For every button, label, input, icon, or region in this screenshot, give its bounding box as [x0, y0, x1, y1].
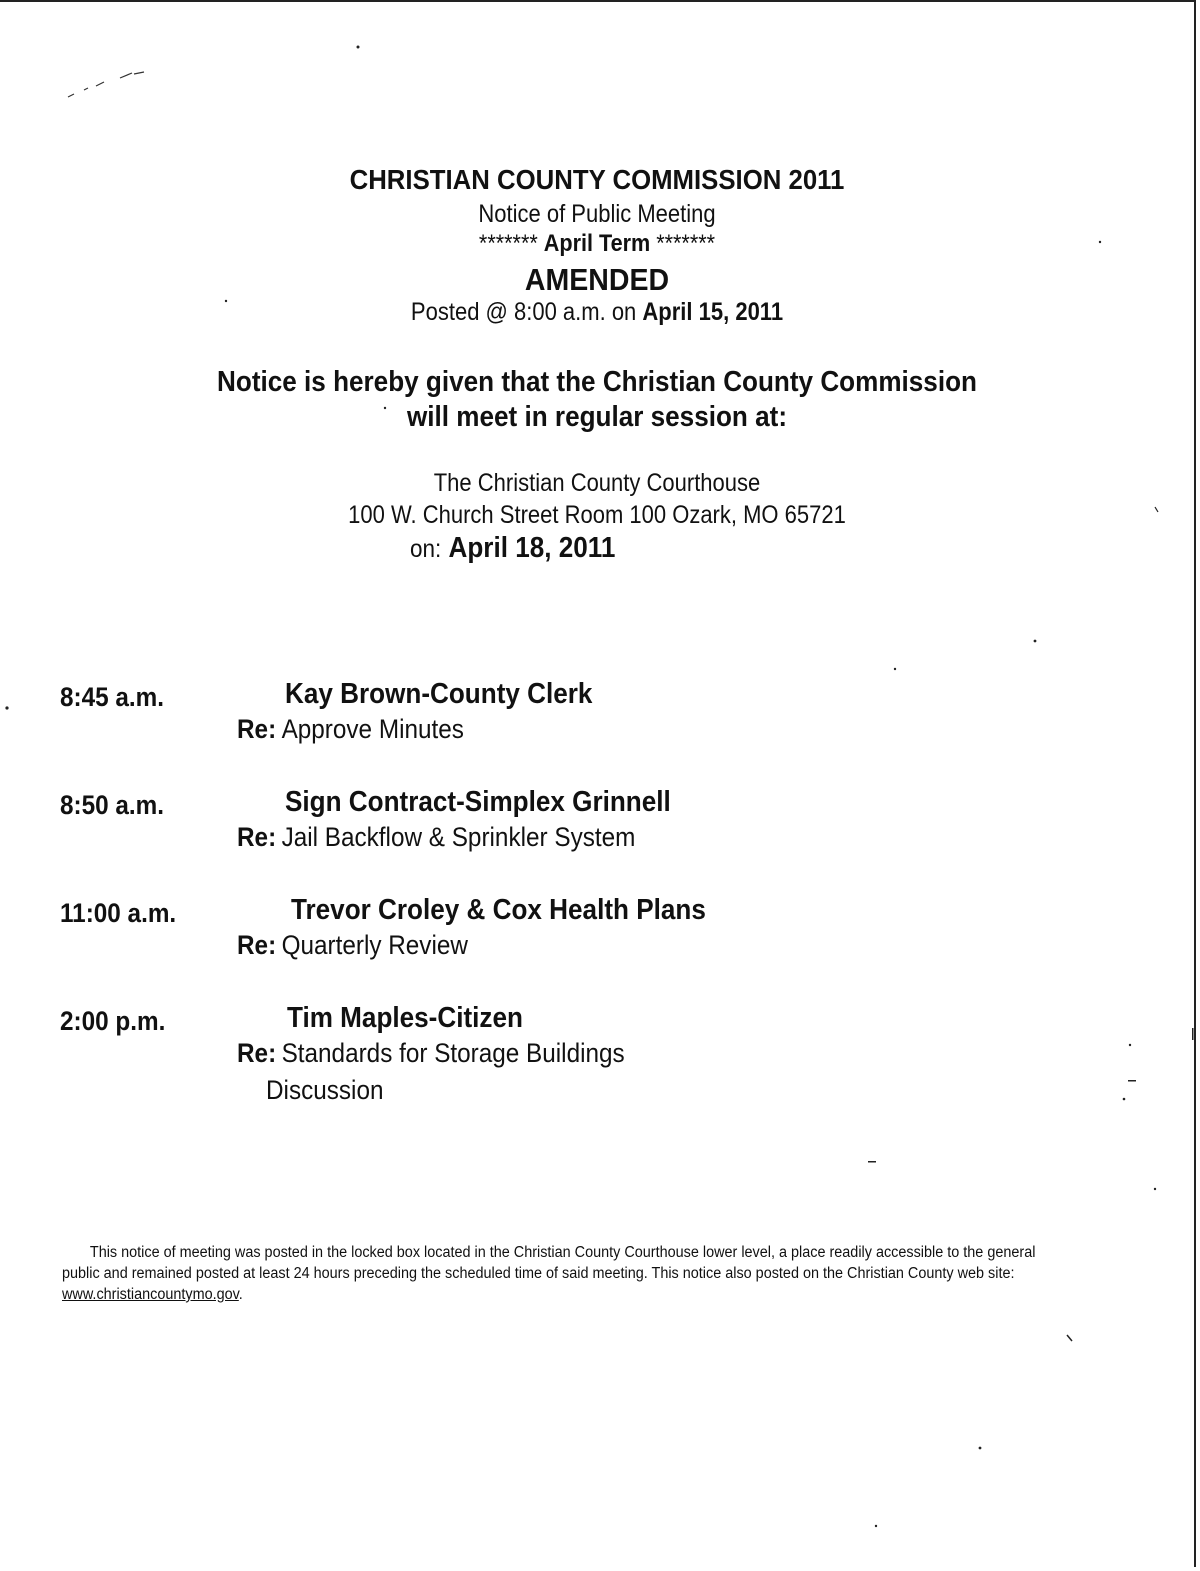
- term-stars-left: *******: [478, 230, 538, 257]
- re-text: Approve Minutes: [281, 714, 464, 744]
- scan-noise: [0, 2, 1196, 1569]
- agenda-presenter: Sign Contract-Simplex Grinnell: [285, 786, 671, 818]
- re-label: Re:: [237, 1038, 277, 1068]
- notice-line-1: Notice is hereby given that the Christian County Commission: [217, 366, 977, 398]
- agenda-presenter: Trevor Croley & Cox Health Plans: [291, 894, 706, 926]
- amended-status: AMENDED: [524, 262, 670, 297]
- posted-prefix: Posted @ 8:00 a.m. on: [410, 298, 637, 326]
- re-label: Re:: [237, 930, 277, 960]
- term-name: April Term: [543, 230, 651, 257]
- document-subtitle: Notice of Public Meeting: [478, 200, 716, 228]
- footnote-end: .: [238, 1286, 243, 1303]
- meeting-date: April 18, 2011: [448, 532, 616, 564]
- posted-date: April 15, 2011: [642, 298, 784, 326]
- agenda-time: 8:50 a.m.: [60, 790, 165, 820]
- term-stars-right: *******: [656, 230, 716, 257]
- re-continuation: Discussion: [266, 1075, 384, 1105]
- website-link[interactable]: www.christiancountymo.gov: [62, 1286, 239, 1303]
- notice-line-2: will meet in regular session at:: [406, 401, 788, 433]
- location-address: 100 W. Church Street Room 100 Ozark, MO 65721: [348, 501, 846, 529]
- re-text: Standards for Storage Buildings: [281, 1038, 625, 1068]
- re-label: Re:: [237, 714, 277, 744]
- document-title: CHRISTIAN COUNTY COMMISSION 2011: [349, 164, 845, 195]
- agenda-presenter: Tim Maples-Citizen: [287, 1002, 523, 1034]
- re-label: Re:: [237, 822, 277, 852]
- agenda-time: 8:45 a.m.: [60, 682, 165, 712]
- agenda-time: 11:00 a.m.: [60, 898, 177, 928]
- on-label: on:: [410, 535, 442, 563]
- location-name: The Christian County Courthouse: [433, 469, 761, 497]
- re-text: Jail Backflow & Sprinkler System: [281, 822, 636, 852]
- agenda-time: 2:00 p.m.: [60, 1006, 166, 1036]
- re-text: Quarterly Review: [281, 930, 468, 960]
- agenda-presenter: Kay Brown-County Clerk: [285, 678, 593, 710]
- footnote-text: This notice of meeting was posted in the locked box located in the Christian County Courthouse lower level, a place readily accessible to the general public and remained posted at least 24 hours preceding the scheduled time of said meeting. This notice also posted on the Christian County web site:: [62, 1244, 1036, 1282]
